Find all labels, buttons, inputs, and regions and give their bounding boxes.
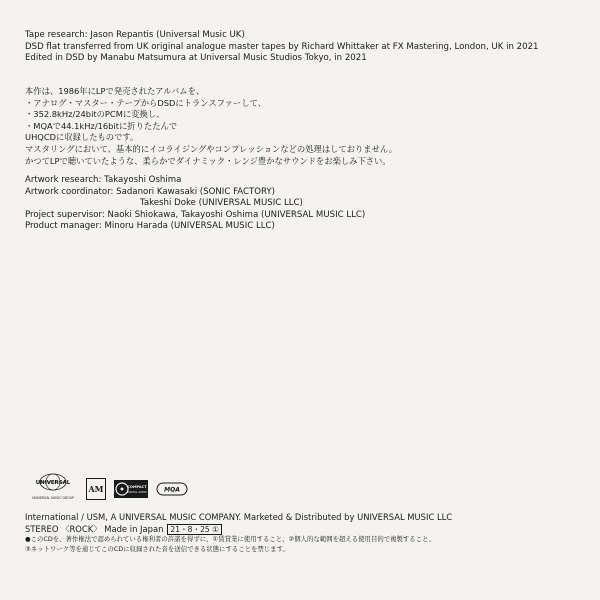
product-manager-credit: Product manager: Minoru Harada (UNIVERSAL MUSIC LLC) [25, 221, 275, 232]
credit-line-tape-research: Tape research: Jason Repantis (Universal Music UK) [25, 30, 245, 40]
distribution-line: International / USM, A UNIVERSAL MUSIC COMPANY. Marketed & Distributed by UNIVERSAL MUSIC LLC [25, 512, 453, 522]
copyright-notice-line-1: ●このCDを、著作権法で認められている権利者の許諾を得ずに、①賃貸業に使用すること、②個人的な範囲を超える使用目的で複製すること、 [25, 535, 435, 543]
a-and-m-records-logo [86, 478, 106, 500]
universal-logo-subtext: UNIVERSAL MUSIC GROUP [32, 496, 74, 500]
artwork-research-credit: Artwork research: Takayoshi Oshima [25, 175, 182, 185]
stereo-line [25, 524, 452, 536]
note-line: マスタリングにおいて、基本的にイコライジングやコンプレッションなどの処理はしておりません。 [25, 143, 397, 154]
note-line: ・アナログ・マスター・テープからDSDにトランスファーして、 [25, 97, 267, 108]
artwork-credits [25, 175, 365, 233]
compact-disc-logo [114, 480, 148, 498]
am-logo-text: AM [88, 484, 104, 494]
note-line: 本作は、1986年にLPで発売されたアルバムを、 [25, 86, 205, 96]
stereo-origin-text: STEREO 〈ROCK〉 Made in Japan [25, 523, 164, 534]
universal-music-group-logo [28, 470, 78, 512]
project-supervisor-credit: Project supervisor: Naoki Shiokawa, Takayoshi Oshima (UNIVERSAL MUSIC LLC) [25, 209, 366, 220]
note-line: ・352.8kHz/24bitのPCMに変換し、 [25, 109, 165, 120]
copyright-notice-line-2: ③ネットワーク等を通じてこのCDに収録された音を送信できる状態にすることを禁じます。 [25, 544, 289, 553]
mqa-logo-text: MQA [164, 486, 180, 494]
cd-logo-text: COMPACT [127, 485, 147, 489]
credit-line-dsd-transfer: DSD flat transferred from UK original analogue master tapes by Richard Whittaker at FX Mastering, London, UK in 2021 [25, 41, 539, 52]
release-date-code: 21・8・25 ① [167, 524, 222, 535]
artwork-coordinator-credit-2: Takeshi Doke (UNIVERSAL MUSIC LLC) [140, 198, 303, 209]
japanese-liner-notes [25, 86, 397, 167]
note-line: ・MQAで44.1kHz/16bitに折りたたんで [25, 120, 178, 131]
mastering-credits [25, 30, 539, 65]
note-line: UHQCDに収録したものです。 [25, 132, 139, 143]
label-logos [28, 470, 198, 512]
note-line: かつてLPで聴いていたような、柔らかでダイナミック・レンジ豊かなサウンドをお楽しみ下さい。 [25, 155, 391, 166]
artwork-coordinator-credit: Artwork coordinator: Sadanori Kawasaki (SONIC FACTORY) [25, 186, 275, 197]
cd-logo-subtext: DIGITAL AUDIO [127, 491, 147, 494]
distribution-footer [25, 512, 452, 554]
universal-logo-text: UNIVERSAL [35, 480, 71, 486]
credit-line-dsd-editing: Edited in DSD by Manabu Matsumura at Universal Music Studios Tokyo, in 2021 [25, 53, 367, 64]
mqa-logo [156, 480, 188, 498]
